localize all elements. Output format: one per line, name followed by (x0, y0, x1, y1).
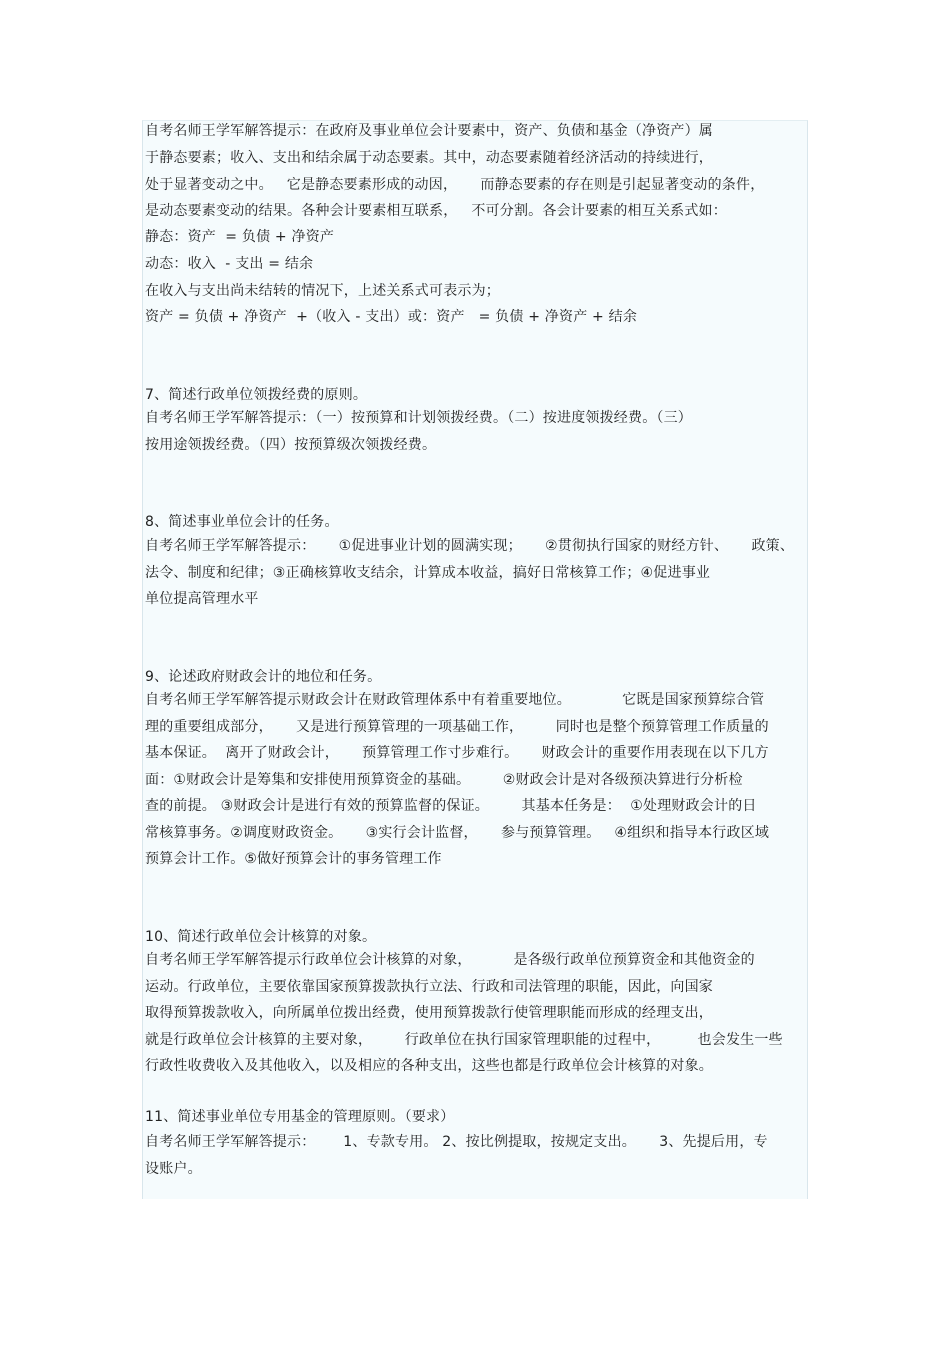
text-line: 预算会计工作。⑤做好预算会计的事务管理工作 (145, 851, 442, 867)
text-line: 查的前提。 ③财政会计是进行有效的预算监督的保证。 其基本任务是： ①处理财政会计的日 (145, 798, 757, 814)
text-line: 常核算事务。②调度财政资金。 ③实行会计监督， 参与预算管理。 ④组织和指导本行政区域 (145, 825, 770, 841)
text-line: 自考名师王学军解答提示：（一）按预算和计划领拨经费。（二）按进度领拨经费。（三） (145, 410, 692, 426)
text-line: 10、简述行政单位会计核算的对象。 (145, 929, 377, 945)
text-line: 7、简述行政单位领拨经费的原则。 (145, 387, 368, 403)
text-line: 基本保证。 离开了财政会计， 预算管理工作寸步难行。 财政会计的重要作用表现在以下几方 (145, 745, 769, 761)
text-line: 自考名师王学军解答提示财政会计在财政管理体系中有着重要地位。 它既是国家预算综合管 (145, 692, 765, 708)
text-line: 行政性收费收入及其他收入，以及相应的各种支出，这些也都是行政单位会计核算的对象。 (145, 1058, 713, 1074)
text-line: 11、简述事业单位专用基金的管理原则。（要求） (145, 1109, 455, 1125)
text-line: 就是行政单位会计核算的主要对象， 行政单位在执行国家管理职能的过程中， 也会发生一些 (145, 1032, 783, 1048)
text-line: 在收入与支出尚未结转的情况下，上述关系式可表示为； (145, 283, 500, 299)
text-line: 按用途领拨经费。（四）按预算级次领拨经费。 (145, 437, 437, 453)
text-line: 9、论述政府财政会计的地位和任务。 (145, 669, 382, 685)
text-line: 8、简述事业单位会计的任务。 (145, 514, 339, 530)
text-line: 资产 = 负债 + 净资产 +（收入 - 支出）或：资产 = 负债 + 净资产 + 结余 (145, 309, 638, 325)
text-line: 取得预算拨款收入，向所属单位拨出经费，使用预算拨款行使管理职能而形成的经理支出， (145, 1005, 713, 1021)
text-line: 动态：收入 - 支出 = 结余 (145, 256, 314, 272)
text-line: 运动。行政单位，主要依靠国家预算拨款执行立法、行政和司法管理的职能，因此，向国家 (145, 979, 713, 995)
text-line: 静态：资产 = 负债 + 净资产 (145, 229, 335, 245)
text-line: 自考名师王学军解答提示行政单位会计核算的对象， 是各级行政单位预算资金和其他资金的 (145, 952, 755, 968)
text-line: 是动态要素变动的结果。各种会计要素相互联系， 不可分割。各会计要素的相互关系式如： (145, 203, 727, 219)
text-line: 单位提高管理水平 (145, 591, 259, 607)
text-line: 设账户。 (145, 1161, 202, 1177)
text-line: 自考名师王学军解答提示： ①促进事业计划的圆满实现； ②贯彻执行国家的财经方针、 政策、 (145, 538, 795, 554)
text-line: 处于显著变动之中。 它是静态要素形成的动因， 而静态要素的存在则是引起显著变动的条件， (145, 177, 765, 193)
text-line: 自考名师王学军解答提示：在政府及事业单位会计要素中，资产、负债和基金（净资产）属 (145, 123, 713, 139)
text-line: 于静态要素；收入、支出和结余属于动态要素。其中，动态要素随着经济活动的持续进行， (145, 150, 713, 166)
text-line: 自考名师王学军解答提示： 1、专款专用。 2、按比例提取，按规定支出。 3、先提后用，专 (145, 1134, 768, 1150)
text-line: 法令、制度和纪律；③正确核算收支结余，计算成本收益，搞好日常核算工作；④促进事业 (145, 565, 711, 581)
text-line: 理的重要组成部分， 又是进行预算管理的一项基础工作， 同时也是整个预算管理工作质量的 (145, 719, 769, 735)
text-line: 面：①财政会计是筹集和安排使用预算资金的基础。 ②财政会计是对各级预决算进行分析检 (145, 772, 743, 788)
